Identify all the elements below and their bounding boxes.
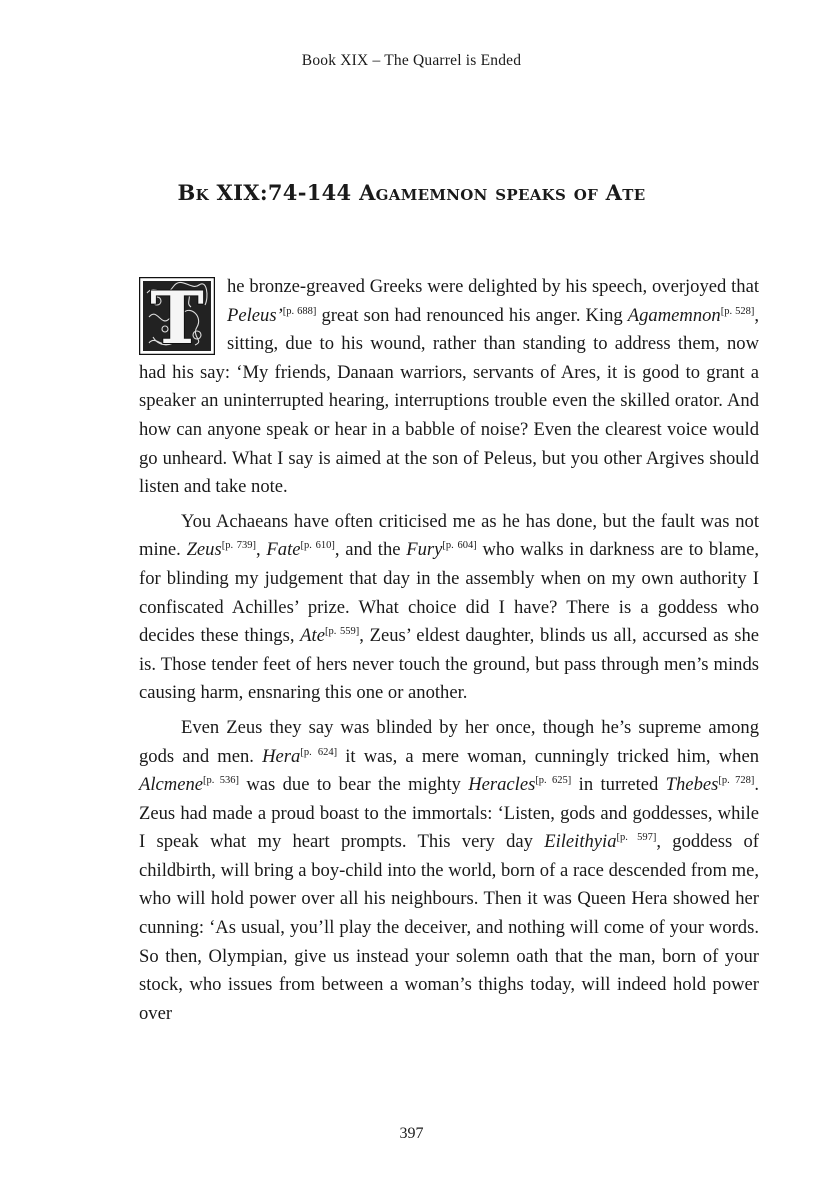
text-run: , goddess of childbirth, will bring a boy-child into the world, born of a race descended from me, who will hold power over all his neighbours. Then it was Queen Hera showed her cunning: ‘As usual, you’ll play the deceiver, and nothing will come of your words. So then, Olympian, give us instead your solemn oath that the man, born of your stock, who issues from between a woman’s thighs today, will indeed hold power over [139, 831, 759, 1024]
text-run: , Zeus’ eldest daughter, blinds us all, accursed as she is. Those tender feet of hers never touch the ground, but pass through men’s minds causing harm, ensnaring this one or another. [139, 625, 759, 704]
paragraph-2 [139, 508, 759, 708]
section-title: Bk XIX:74-144 Agamemnon speaks of Ate [177, 180, 646, 205]
dropcap-letter: T [150, 277, 204, 355]
text-run: was due to bear the mighty [238, 774, 469, 796]
paragraph-1 [139, 273, 759, 502]
italic-name: Hera [262, 745, 301, 767]
page-reference[interactable]: [p. 528] [720, 305, 755, 317]
italic-name: Fate [266, 539, 301, 561]
page-number: 397 [399, 1125, 424, 1142]
text-run: Even Zeus they say was blinded by her once, though he’s supreme among gods and men. [139, 716, 759, 767]
page-reference[interactable]: [p. 559] [324, 625, 360, 637]
ornamental-dropcap-t [139, 277, 215, 355]
paragraph-3-text [139, 717, 759, 1024]
page-reference[interactable]: [p. 625] [535, 774, 572, 786]
italic-name: Peleus’ [227, 304, 283, 326]
text-run: it was, a mere woman, cunningly tricked him, when [337, 745, 759, 767]
italic-name: Agamemnon [627, 304, 721, 326]
italic-name: Thebes [665, 774, 719, 796]
paragraph-2-text [139, 511, 759, 704]
italic-name: Eileithyia [544, 831, 617, 853]
text-run: in turreted [571, 774, 666, 796]
italic-name: Alcmene [139, 774, 204, 796]
text-run: great son had renounced his anger. King [316, 304, 628, 326]
page-reference[interactable]: [p. 688] [282, 305, 317, 317]
italic-name: Heracles [468, 774, 536, 796]
text-run: he bronze-greaved Greeks were delighted by his speech, overjoyed that [227, 276, 759, 297]
italic-name: Zeus [186, 539, 222, 561]
page-reference[interactable]: [p. 610] [300, 540, 335, 552]
text-run: , sitting, due to his wound, rather than standing to address them, now had his say: ‘My friends, Danaan warriors, servants of Ares, it is good to grant a speaker an uninterrupted hearing, interruptions trouble even the skilled orator. And how can anyone speak or hear in a babble of noise? Even the clearest voice would go unheard. What I say is aimed at the son of Peleus, but you other Argives should listen and take note. [139, 304, 760, 498]
running-header: Book XIX – The Quarrel is Ended [301, 52, 522, 69]
page-reference[interactable]: [p. 624] [300, 746, 338, 758]
page-reference[interactable]: [p. 728] [718, 774, 755, 786]
page-reference[interactable]: [p. 536] [203, 774, 239, 786]
text-run: , [256, 539, 267, 561]
italic-name: Fury [406, 539, 443, 561]
paragraph-1-text [139, 276, 759, 497]
text-run: , and the [334, 539, 407, 561]
page-reference[interactable]: [p. 604] [442, 540, 477, 552]
page-reference[interactable]: [p. 597] [616, 832, 657, 844]
paragraph-3 [139, 714, 759, 1029]
italic-name: Ate [300, 625, 325, 647]
text-run: . Zeus had made a proud boast to the immortals: ‘Listen, gods and goddesses, while I speak what my heart prompts. This very day [139, 774, 759, 853]
body-text [139, 273, 759, 1034]
text-run: You Achaeans have often criticised me as he has done, but the fault was not mine. [139, 510, 759, 561]
text-run: who walks in darkness are to blame, for blinding my judgement that day in the assembly when on my own authority I confiscated Achilles’ prize. What choice did I have? There is a goddess who decides these things, [139, 539, 759, 647]
page-reference[interactable]: [p. 739] [221, 540, 257, 552]
